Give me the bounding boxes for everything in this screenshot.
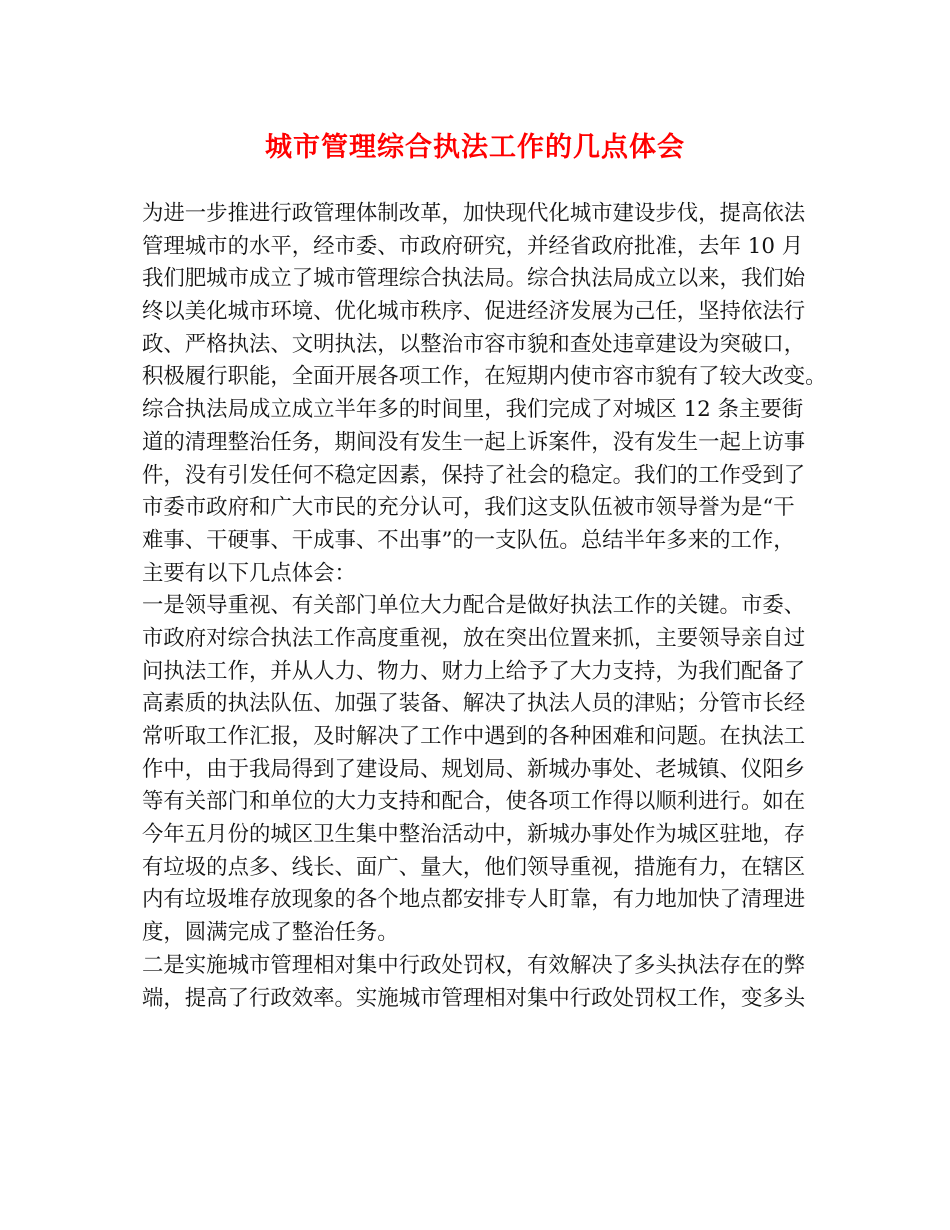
- text-line: 市委市政府和广大市民的充分认可，我们这支队伍被市领导誉为是“干: [142, 495, 795, 521]
- text-line: 件，没有引发任何不稳定因素，保持了社会的稳定。我们的工作受到了: [142, 462, 806, 488]
- text-line: 二是实施城市管理相对集中行政处罚权，有效解决了多头执法存在的弊: [142, 952, 806, 978]
- text-line: 有垃圾的点多、线长、面广、量大，他们领导重视，措施有力，在辖区: [142, 854, 806, 880]
- text-line: 我们肥城市成立了城市管理综合执法局。综合执法局成立以来，我们始: [142, 266, 806, 292]
- text-line: 内有垃圾堆存放现象的各个地点都安排专人盯靠，有力地加快了清理进: [142, 887, 806, 913]
- text-line: 等有关部门和单位的大力支持和配合，使各项工作得以顺利进行。如在: [142, 789, 806, 815]
- text-line: 管理城市的水平，经市委、市政府研究，并经省政府批准，去年 10 月: [142, 233, 804, 259]
- text-line: 道的清理整治任务，期间没有发生一起上诉案件，没有发生一起上访事: [142, 429, 806, 455]
- text-line: 终以美化城市环境、优化城市秩序、促进经济发展为己任，坚持依法行: [142, 299, 806, 325]
- text-line: 积极履行职能，全面开展各项工作，在短期内使市容市貌有了较大改变。: [142, 364, 827, 390]
- text-line: 主要有以下几点体会：: [142, 560, 356, 586]
- text-line: 高素质的执法队伍、加强了装备、解决了执法人员的津贴；分管市长经: [142, 691, 806, 717]
- text-line: 一是领导重视、有关部门单位大力配合是做好执法工作的关键。市委、: [142, 593, 806, 619]
- text-line: 作中，由于我局得到了建设局、规划局、新城办事处、老城镇、仪阳乡: [142, 756, 806, 782]
- text-line: 端，提高了行政效率。实施城市管理相对集中行政处罚权工作，变多头: [142, 985, 806, 1011]
- text-line: 常听取工作汇报，及时解决了工作中遇到的各种困难和问题。在执法工: [142, 724, 806, 749]
- text-line: 今年五月份的城区卫生集中整治活动中，新城办事处作为城区驻地，存: [142, 822, 806, 848]
- document-body: [142, 198, 842, 1015]
- text-line: 政、严格执法、文明执法，以整治市容市貌和查处违章建设为突破口，: [142, 331, 806, 357]
- document-title: 城市管理综合执法工作的几点体会: [265, 132, 685, 163]
- text-line: 市政府对综合执法工作高度重视，放在突出位置来抓，主要领导亲自过: [142, 625, 806, 651]
- text-line: 综合执法局成立成立半年多的时间里，我们完成了对城区 12 条主要街: [142, 397, 804, 423]
- text-line: 为进一步推进行政管理体制改革，加快现代化城市建设步伐，提高依法: [142, 201, 806, 226]
- text-line: 难事、干硬事、干成事、不出事”的一支队伍。总结半年多来的工作，: [142, 527, 795, 553]
- text-line: 问执法工作，并从人力、物力、财力上给予了大力支持，为我们配备了: [142, 658, 806, 684]
- text-line: 度，圆满完成了整治任务。: [142, 920, 399, 946]
